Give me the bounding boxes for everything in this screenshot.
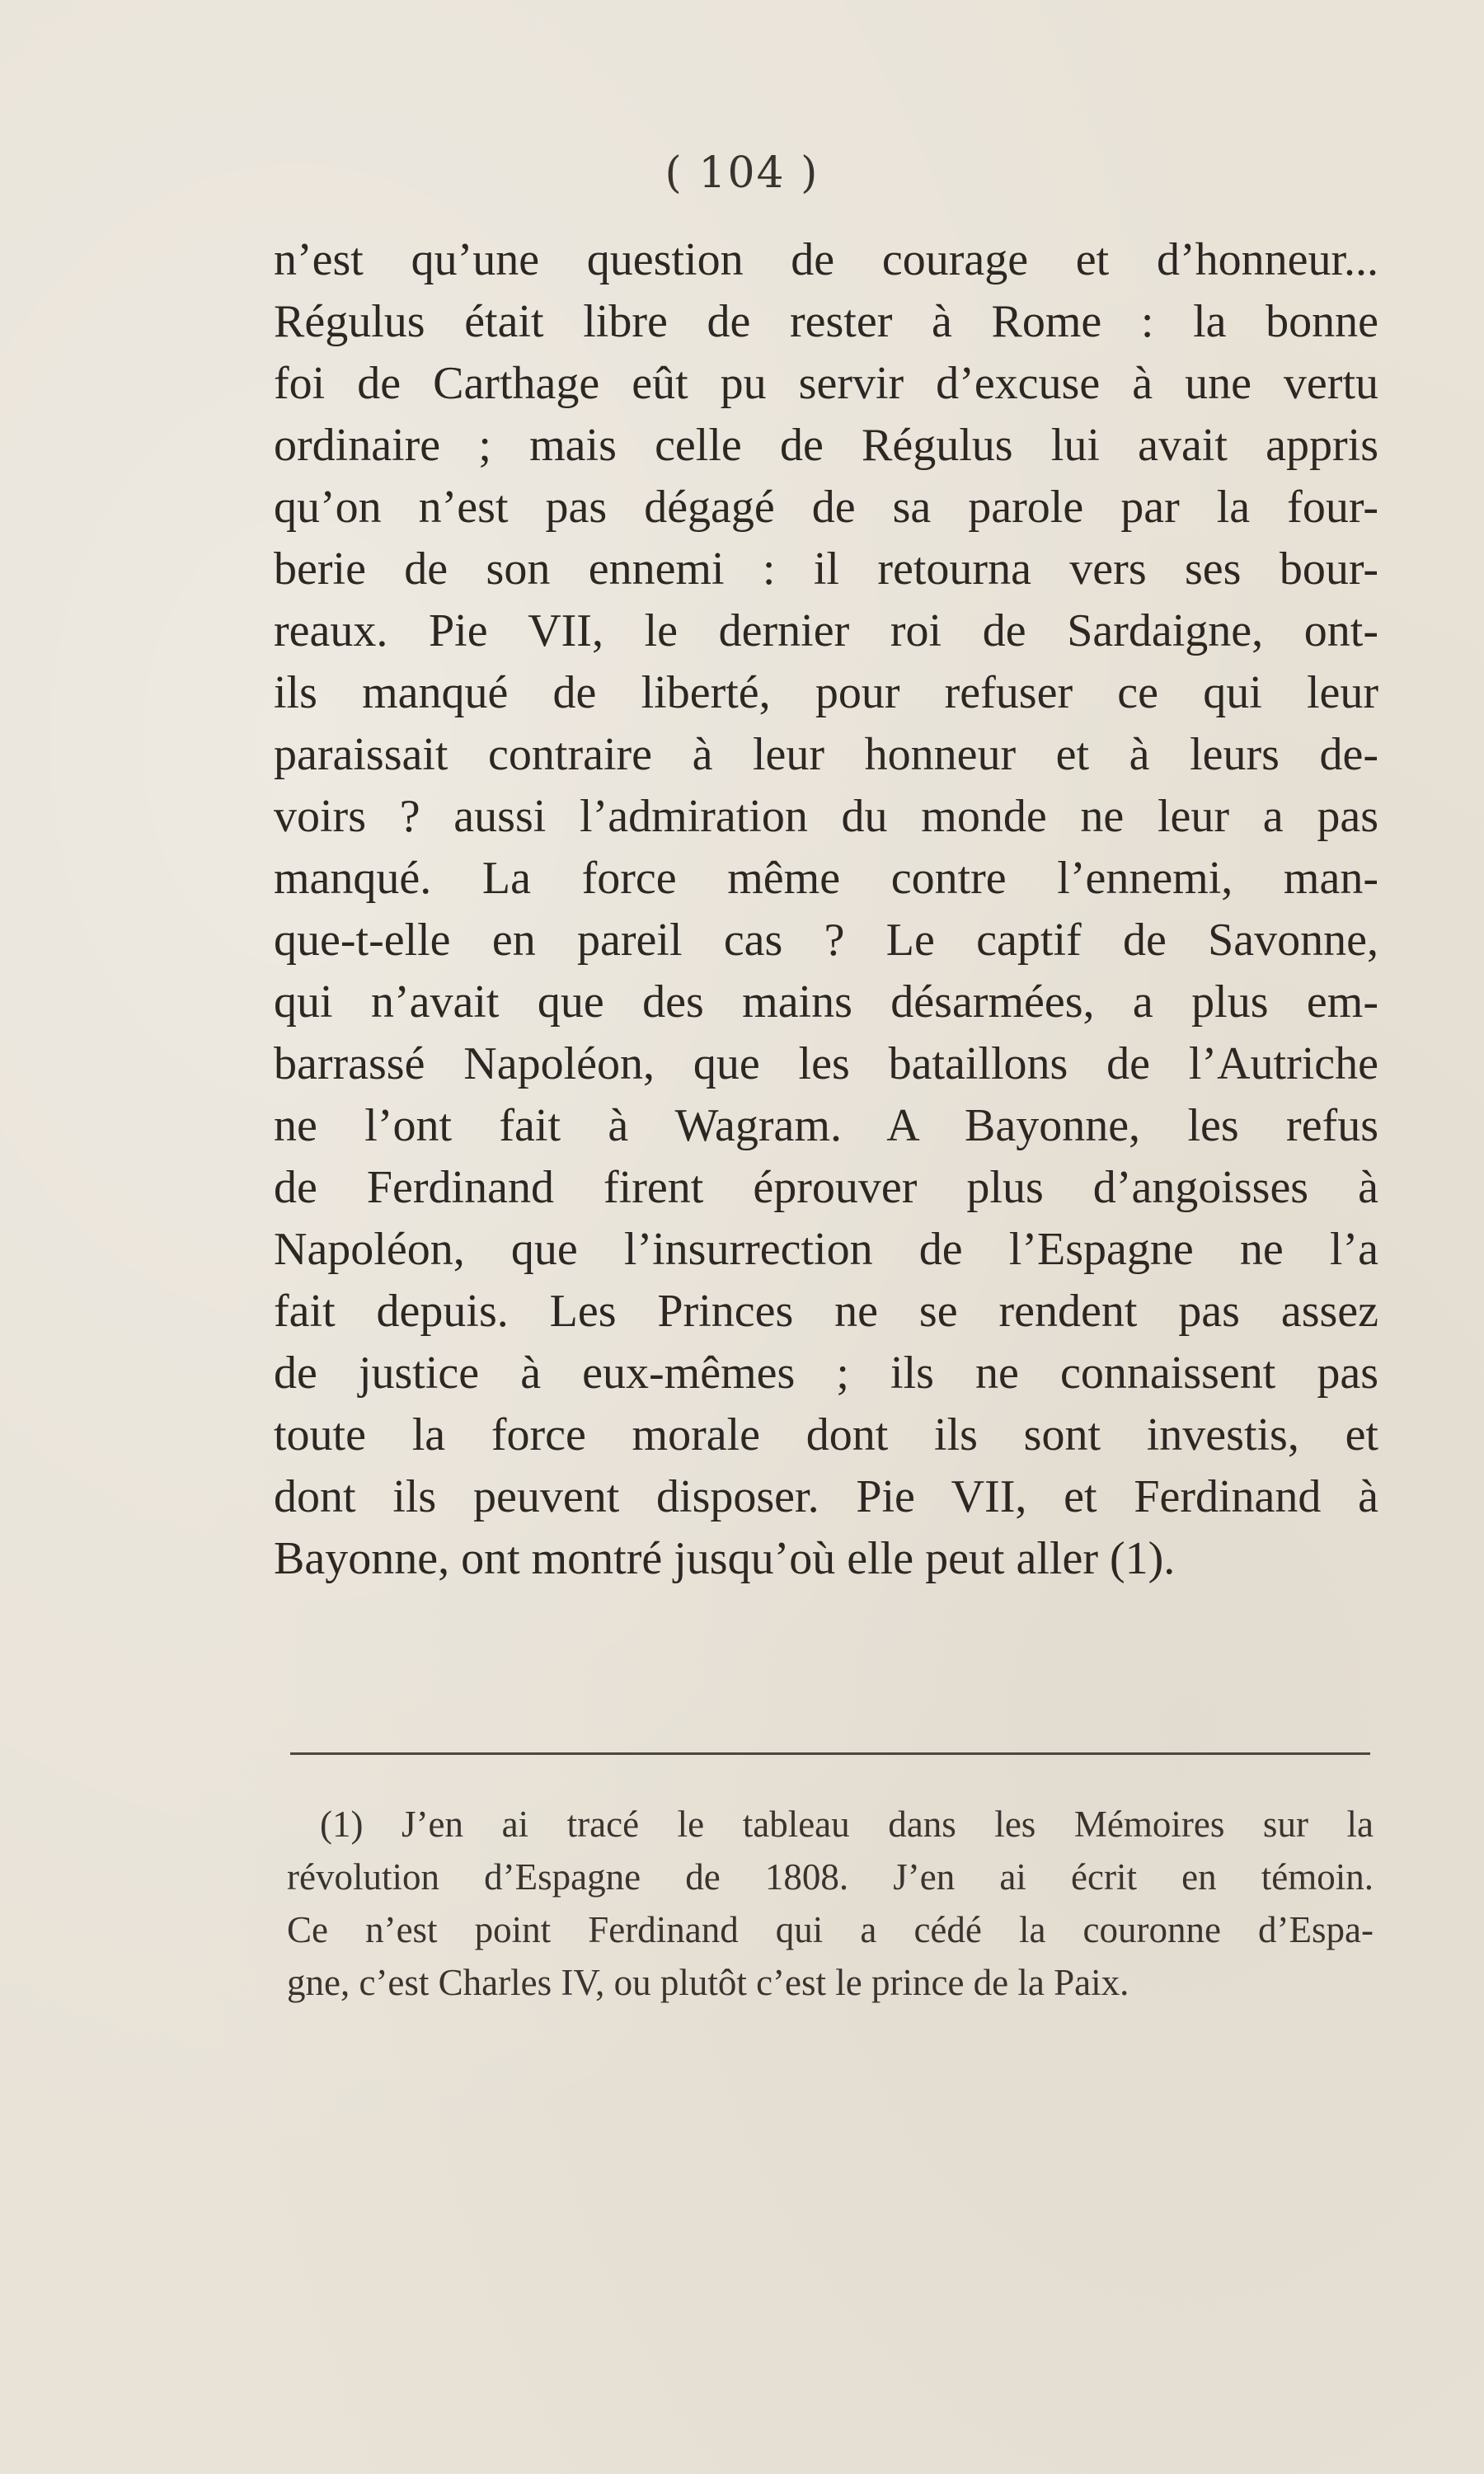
- text-line: manqué. La force même contre l’ennemi, man-: [274, 853, 1378, 904]
- text-line: ils manqué de liberté, pour refuser ce qui leur: [274, 667, 1378, 718]
- footnote-line: Ce n’est point Ferdinand qui a cédé la couronne d’Espa-: [287, 1909, 1374, 1950]
- text-line: foi de Carthage eût pu servir d’excuse à une vertu: [274, 358, 1378, 409]
- footnote: [287, 1798, 1374, 2009]
- text-line: Bayonne, ont montré jusqu’où elle peut aller (1).: [274, 1533, 1176, 1584]
- text-line: qu’on n’est pas dégagé de sa parole par la four-: [274, 482, 1378, 533]
- text-line: de Ferdinand firent éprouver plus d’angoisses à: [274, 1162, 1378, 1213]
- text-line: ne l’ont fait à Wagram. A Bayonne, les refus: [274, 1100, 1378, 1151]
- page-number: ( 104 ): [665, 148, 819, 198]
- text-line: fait depuis. Les Princes ne se rendent pas assez: [274, 1286, 1378, 1337]
- text-line: qui n’avait que des mains désarmées, a plus em-: [274, 976, 1378, 1028]
- footnote-line: révolution d’Espagne de 1808. J’en ai écrit en témoin.: [287, 1856, 1374, 1898]
- footnote-line: (1) J’en ai tracé le tableau dans les Mémoires sur la: [320, 1804, 1374, 1845]
- text-line: berie de son ennemi : il retourna vers ses bour-: [274, 543, 1378, 595]
- text-line: voirs ? aussi l’admiration du monde ne leur a pas: [274, 791, 1378, 842]
- footnote-divider: [290, 1752, 1370, 1755]
- main-text: [274, 229, 1378, 1590]
- text-line: barrassé Napoléon, que les bataillons de l’Autriche: [274, 1038, 1378, 1089]
- text-line: toute la force morale dont ils sont investis, et: [274, 1409, 1378, 1460]
- footnote-line: gne, c’est Charles IV, ou plutôt c’est le prince de la Paix.: [287, 1962, 1129, 2003]
- text-line: reaux. Pie VII, le dernier roi de Sardaigne, ont-: [274, 605, 1378, 656]
- text-line: paraissait contraire à leur honneur et à leurs de-: [274, 729, 1378, 780]
- text-line: dont ils peuvent disposer. Pie VII, et Ferdinand à: [274, 1471, 1378, 1522]
- text-line: Napoléon, que l’insurrection de l’Espagne ne l’a: [274, 1224, 1378, 1275]
- text-line: Régulus était libre de rester à Rome : la bonne: [274, 296, 1378, 347]
- text-line: de justice à eux-mêmes ; ils ne connaissent pas: [274, 1348, 1378, 1399]
- text-line: que-t-elle en pareil cas ? Le captif de Savonne,: [274, 915, 1378, 966]
- text-line: ordinaire ; mais celle de Régulus lui avait appris: [274, 420, 1378, 471]
- text-line: n’est qu’une question de courage et d’honneur...: [274, 234, 1378, 285]
